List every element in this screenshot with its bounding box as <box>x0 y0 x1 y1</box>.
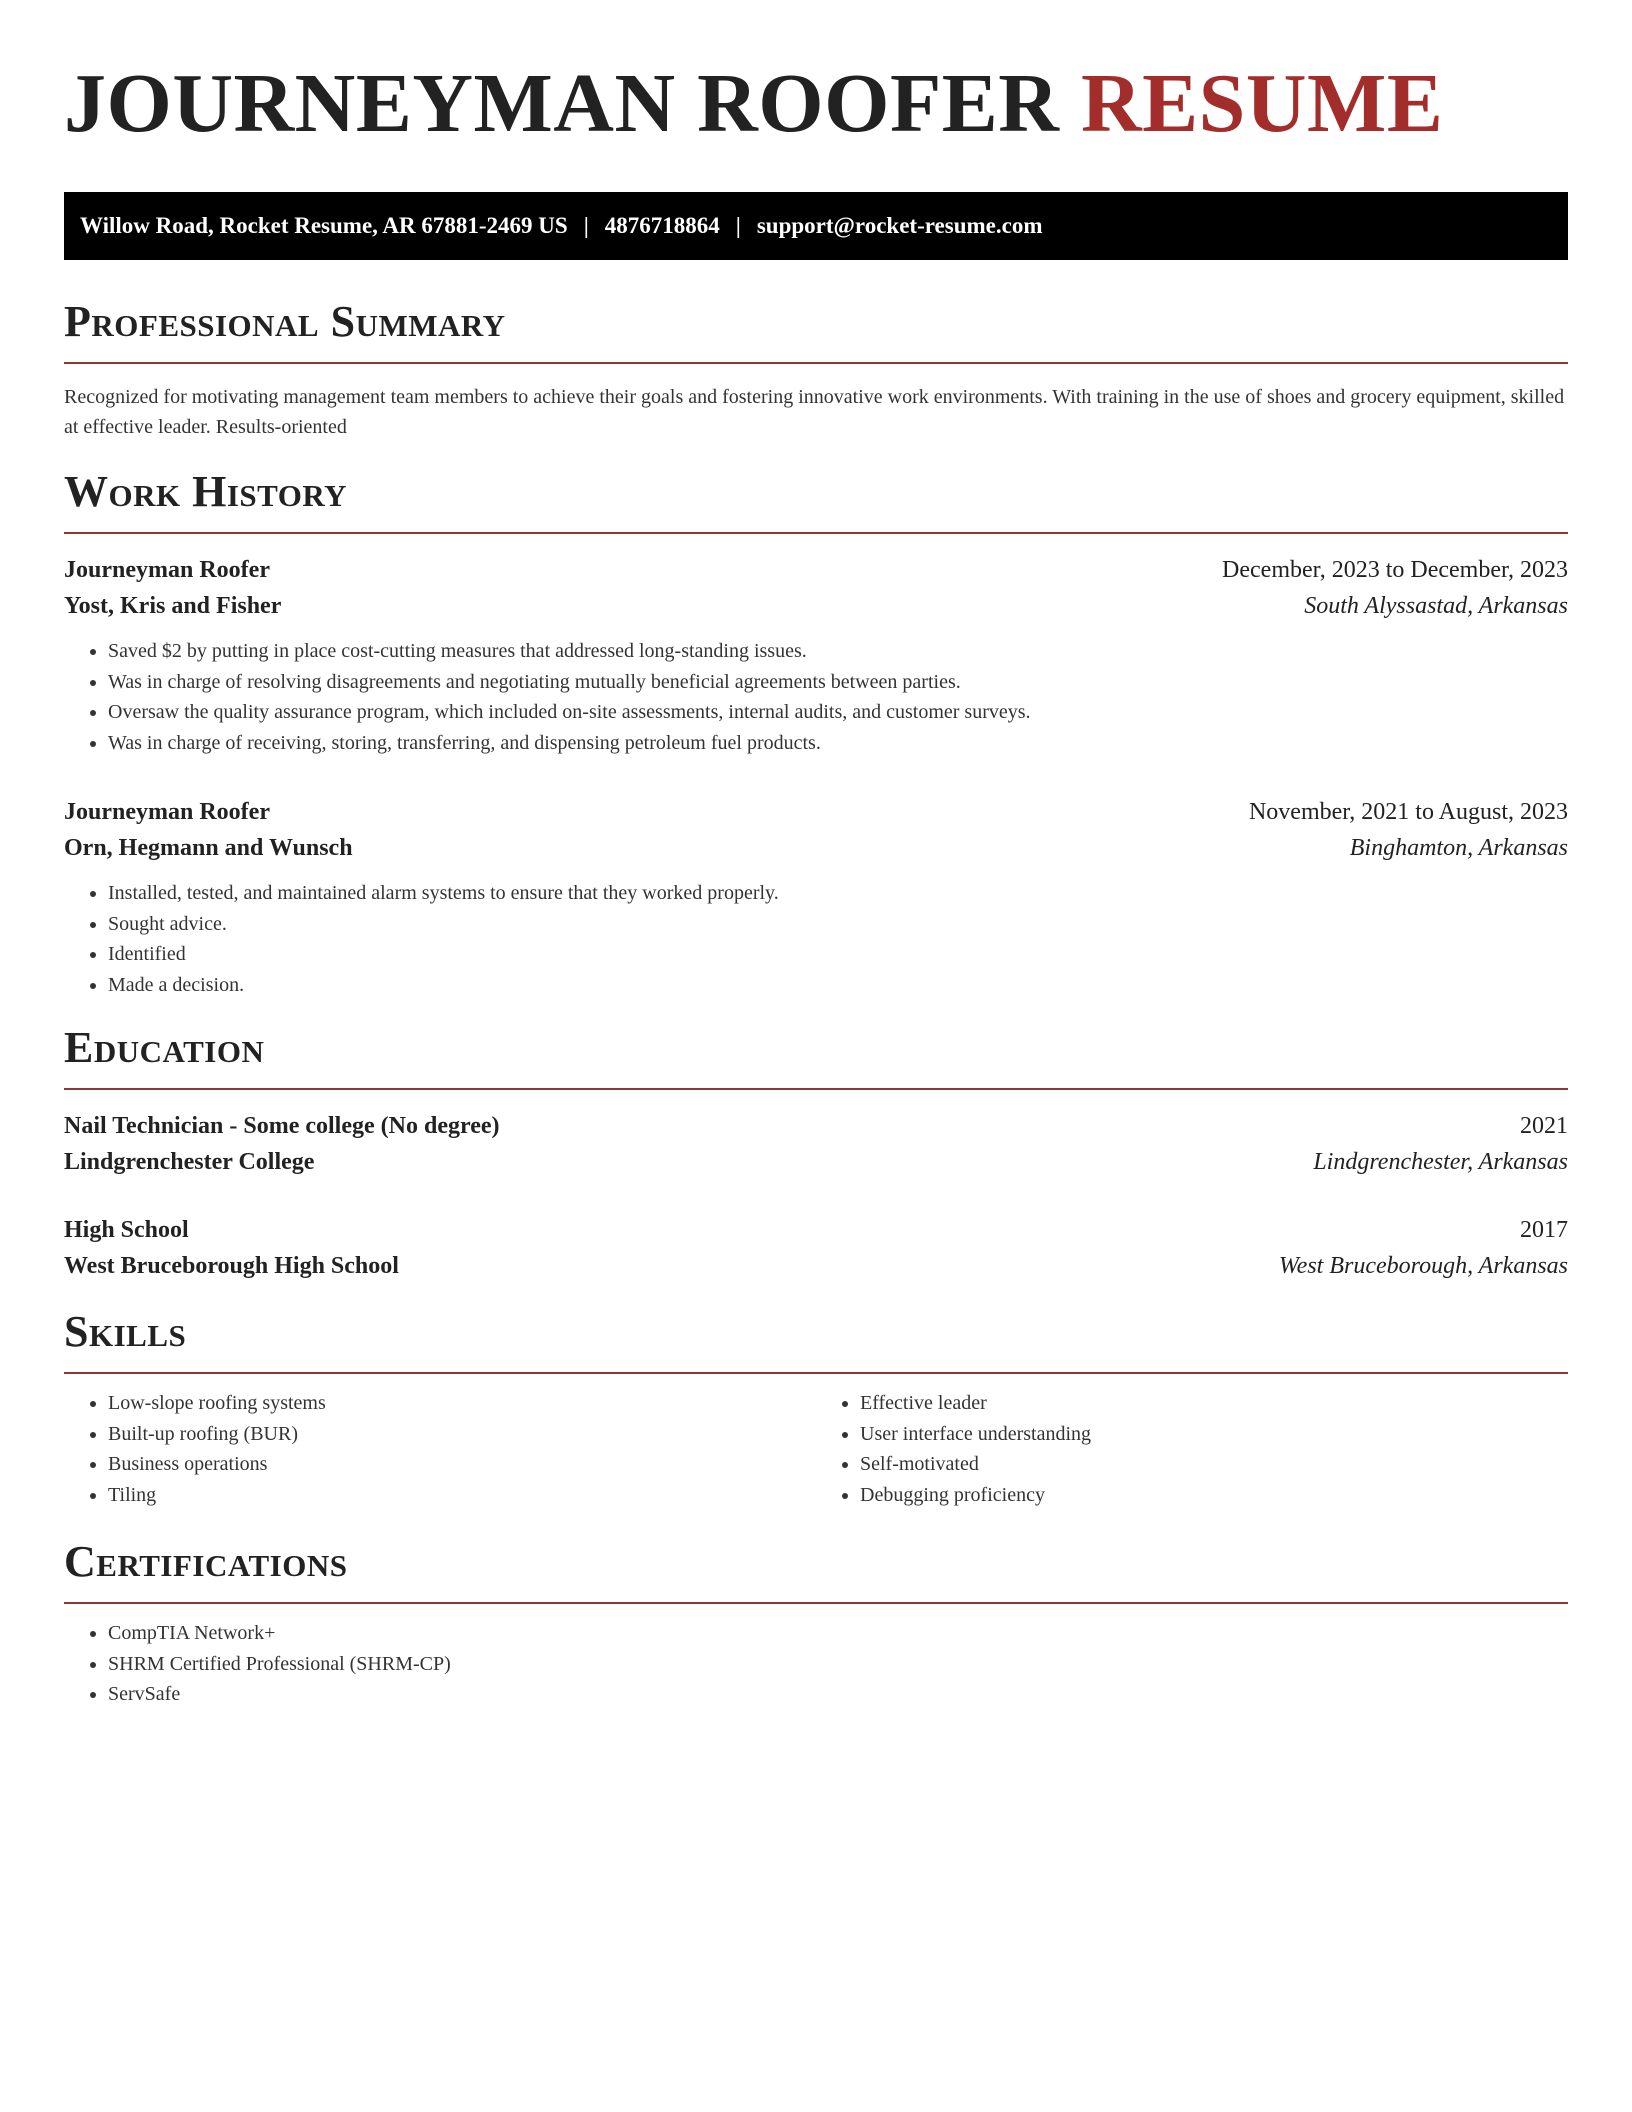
education-location: West Bruceborough, Arkansas <box>1278 1253 1568 1279</box>
education-degree-row <box>64 1108 1568 1144</box>
resume-title <box>64 0 1568 156</box>
list-item: • Oversaw the quality assurance program, which included on-site assessments, internal audits, and customer surveys. <box>108 697 1568 728</box>
list-item: • Saved $2 by putting in place cost-cutting measures that addressed long-standing issues. <box>108 636 1568 667</box>
list-item: • User interface understanding <box>860 1419 1568 1450</box>
list-item: • Self-motivated <box>860 1449 1568 1480</box>
education-degree: High School <box>64 1217 189 1243</box>
list-item: • Made a decision. <box>108 970 1568 1001</box>
job-bullets <box>64 878 1568 1000</box>
list-item: • Was in charge of resolving disagreements and negotiating mutually beneficial agreements between parties. <box>108 667 1568 698</box>
job-title: Journeyman Roofer <box>64 557 270 583</box>
list-item: • Tiling <box>108 1480 816 1511</box>
section-heading-work-history: Work History <box>64 466 1568 534</box>
job-entry <box>64 794 1568 1000</box>
education-school-row <box>64 1144 1568 1180</box>
list-item: • ServSafe <box>108 1679 1568 1710</box>
job-company-row <box>64 830 1568 866</box>
education-school-row <box>64 1248 1568 1284</box>
list-item: • Effective leader <box>860 1388 1568 1419</box>
section-heading-skills: Skills <box>64 1306 1568 1374</box>
education-entry <box>64 1108 1568 1180</box>
section-heading-education: Education <box>64 1022 1568 1090</box>
list-item: • Sought advice. <box>108 909 1568 940</box>
education-year: 2017 <box>1520 1217 1568 1243</box>
contact-email: support@rocket-resume.com <box>756 213 1043 238</box>
education-school: Lindgrenchester College <box>64 1149 315 1175</box>
job-location: South Alyssastad, Arkansas <box>1304 593 1568 619</box>
section-heading-certifications: Certifications <box>64 1536 1568 1604</box>
list-item: • Identified <box>108 939 1568 970</box>
contact-separator: | <box>735 213 741 238</box>
title-accent: RESUME <box>1080 57 1444 150</box>
list-item: • CompTIA Network+ <box>108 1618 1568 1649</box>
job-dates: November, 2021 to August, 2023 <box>1248 799 1568 825</box>
job-title: Journeyman Roofer <box>64 799 270 825</box>
summary-text: Recognized for motivating management team members to achieve their goals and fostering innovative work environments. With training in the use of shoes and grocery equipment, skilled at effective leader. Results-oriented <box>64 386 1565 438</box>
skills-list-right <box>816 1388 1568 1510</box>
contact-separator: | <box>583 213 589 238</box>
skills-grid <box>64 1388 1568 1510</box>
job-company-row <box>64 588 1568 624</box>
section-heading-summary: Professional Summary <box>64 296 1568 364</box>
list-item: • Business operations <box>108 1449 816 1480</box>
contact-phone: 4876718864 <box>604 213 720 238</box>
title-main: JOURNEYMAN ROOFER <box>64 57 1060 150</box>
list-item: • Debugging proficiency <box>860 1480 1568 1511</box>
job-company: Yost, Kris and Fisher <box>64 593 282 619</box>
job-dates: December, 2023 to December, 2023 <box>1222 557 1568 583</box>
education-school: West Bruceborough High School <box>64 1253 399 1279</box>
certifications-list <box>64 1618 1568 1710</box>
list-item: • Built-up roofing (BUR) <box>108 1419 816 1450</box>
education-entry <box>64 1212 1568 1284</box>
job-location: Binghamton, Arkansas <box>1349 835 1568 861</box>
education-year: 2021 <box>1520 1113 1568 1139</box>
education-degree: Nail Technician - Some college (No degree) <box>64 1113 500 1139</box>
list-item: • Was in charge of receiving, storing, transferring, and dispensing petroleum fuel products. <box>108 728 1568 759</box>
contact-bar <box>64 192 1568 260</box>
education-degree-row <box>64 1212 1568 1248</box>
job-title-row <box>64 794 1568 830</box>
job-bullets <box>64 636 1568 758</box>
list-item: • Low-slope roofing systems <box>108 1388 816 1419</box>
job-entry <box>64 552 1568 758</box>
job-title-row <box>64 552 1568 588</box>
job-company: Orn, Hegmann and Wunsch <box>64 835 353 861</box>
list-item: • SHRM Certified Professional (SHRM-CP) <box>108 1649 1568 1680</box>
list-item: • Installed, tested, and maintained alarm systems to ensure that they worked properly. <box>108 878 1568 909</box>
education-location: Lindgrenchester, Arkansas <box>1313 1149 1568 1175</box>
contact-address: Willow Road, Rocket Resume, AR 67881-2469 US <box>80 213 568 238</box>
skills-list-left <box>64 1388 816 1510</box>
